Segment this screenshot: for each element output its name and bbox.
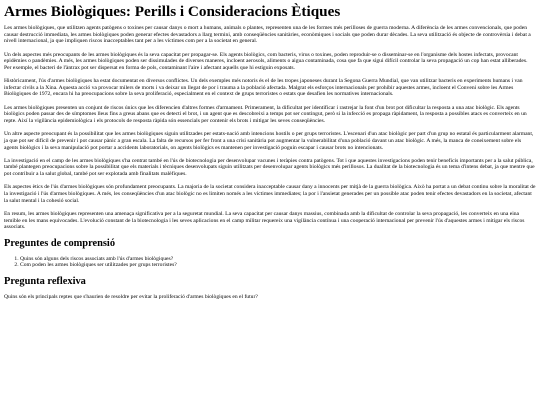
paragraph-ethics: Els aspectes ètics de l'ús d'armes biològiques són profundament preocupants. La majoria de la societat considera inacceptable causar dany a innocents per mitjà de la guerra biològica. Això ha portat a un debat continu sobre la moralitat de la investigació i l'ús d'armes biològiques. A més, les conseqüències d'un atac biològic no es limiten només a les víctimes immediates; la por i l'ansietat generades per un possible atac poden tenir efectes devastadors en la societat, afectant la salut mental i la cohesió social.: [4, 184, 536, 204]
reflection-heading: Pregunta reflexiva: [4, 276, 86, 288]
questions-list: [4, 256, 536, 269]
paragraph-biotechnology: La investigació en el camp de les armes biològiques s'ha centrat també en l'ús de biotecnologia per desenvolupar vacunes i teràpies contra patògens. Tot i que aquestes investigacions poden tenir beneficis importants per a la salut pública, també plantegen preocupacions sobre la possibilitat que els materials i tècniques desenvolupats siguin utilitzats per desenvolupar agents biològics més perillosos. La dualitat de la biotecnologia és un tema d'intens debat, ja que mentre que pot contribuir a la salut global, també pot ser explotada amb finalitats malèfiques.: [4, 157, 535, 178]
paragraph-risks: Les armes biològiques presenten un conjunt de riscos únics que les diferencien d'altres formes d'armament. Primerament, la dificultat per identificar i rastrejar la font d'un brot pot dificultar la resposta a una atac biològic. Els agents biològics poden passar des de símptomes lleus fins a greus abans que es detecti el brot, i un agent que es descobreixi a temps pot ser contingut, però si la infecció es propaga ràpidament, la resposta a possibles atacs es converteix en un repte. Així la vigilància epidemiològica i els protocols de resposta ràpida són essencials per contenir els brots i mitigar les seves conseqüències.: [4, 104, 527, 124]
page-title: Armes Biològiques: Perills i Consideracions Ètiques: [4, 3, 341, 20]
paragraph-propagation: Un dels aspectes més preocupants de les armes biològiques és la seva capacitat per propagar-se. Els agents biològics, com bacteris, virus o toxines, poden reproduir-se o disseminar-se en l'organisme dels hostes infectats, provocant epidèmies o pandèmies. A més, les armes biològiques poden ser dissimulades de diverses maneres, incloent aerosols, aliments o aigua contaminada, cosa que fa que sigui difícil controlar la seva propagació un cop han estat alliberades. Per exemple, el bacteri de l'àntrax pot ser dispersat en forma de pols, contaminant l'aire i afectant aquells que hi estiguin exposats.: [4, 51, 528, 71]
question-item: 2. Com poden les armes biològiques ser utilitzades per grups terroristes?: [20, 262, 536, 269]
questions-heading: Preguntes de comprensió: [4, 237, 116, 249]
paragraph-intro: Les armes biològiques, que utilitzen agents patògens o toxines per causar danys o mort a humans, animals o plantes, representen una de les formes més perilloses de guerra moderna. A diferència de les armes convencionals, que poden causar destrucció immediata, les armes biològiques poden generar efectes devastadors a llarg termini, amb conseqüències sanitàries, econòmiques i socials que poden durar dècades. La seva utilització és objecte de controvèrsia i debat a nivell internacional, ja que impliquen riscos inacceptables tant per a les víctimes com per a la societat en general.: [4, 25, 531, 45]
question-item: 1. Quins són alguns dels riscos associats amb l'ús d'armes biològiques?: [20, 256, 536, 263]
paragraph-summary: En resum, les armes biològiques representen una amenaça significativa per a la seguretat mundial. La seva capacitat per causar danys massius, combinada amb la dificultat de controlar la seva propagació, les converteix en una eina temible en les mans equivocades. L'evolució constant de la biotecnologia i les seves aplicacions en el camp militar requereix una vigilància contínua i una cooperació internacional per prevenir l'ús d'aquestes armes i mitigar els riscos associats.: [4, 211, 525, 231]
paragraph-history: Històricament, l'ús d'armes biològiques ha estat documentat en diversos conflictes. Un dels exemples més notoris és el de les tropes japoneses durant la Segona Guerra Mundial, que van utilitzar bacteris en experiments humans i van infectar civils a la Xina. Aquesta acció va provocar milers de morts i va deixar un llegat de por i trauma a la població afectada. Malgrat els esforços internacionals per prohibir aquestes armes, incloent el Conveni sobre les Armes Biològiques de 1972, encara hi ha preocupacions sobre la seva proliferació, especialment en el context de grups terroristes o estats que desafien les normatives internacionals.: [4, 78, 523, 98]
paragraph-threat-actors: Un altre aspecte preocupant és la possibilitat que les armes biològiques siguin utilitzades per estats-nació amb intencions hostils o per grups terroristes. L'escenari d'un atac biològic per part d'un grup no estatal és particularment alarmant, ja que pot ser difícil de prevenir i pot causar pànic a gran escala. La falta de recursos per fer front a una crisi sanitària pot augmentar la vulnerabilitat d'una població davant un atac biològic. A més, la manca de coneixement sobre els agents biològics i la seva manipulació pot portar a accidents laboratorials, on agents biològics es mantenen per investigació poguin escapar i causar brots no intencionats.: [4, 131, 534, 151]
reflection-question: Quins són els principals reptes que s'haurien de resoldre per evitar la proliferació d'armes biològiques en el futur?: [4, 294, 258, 301]
